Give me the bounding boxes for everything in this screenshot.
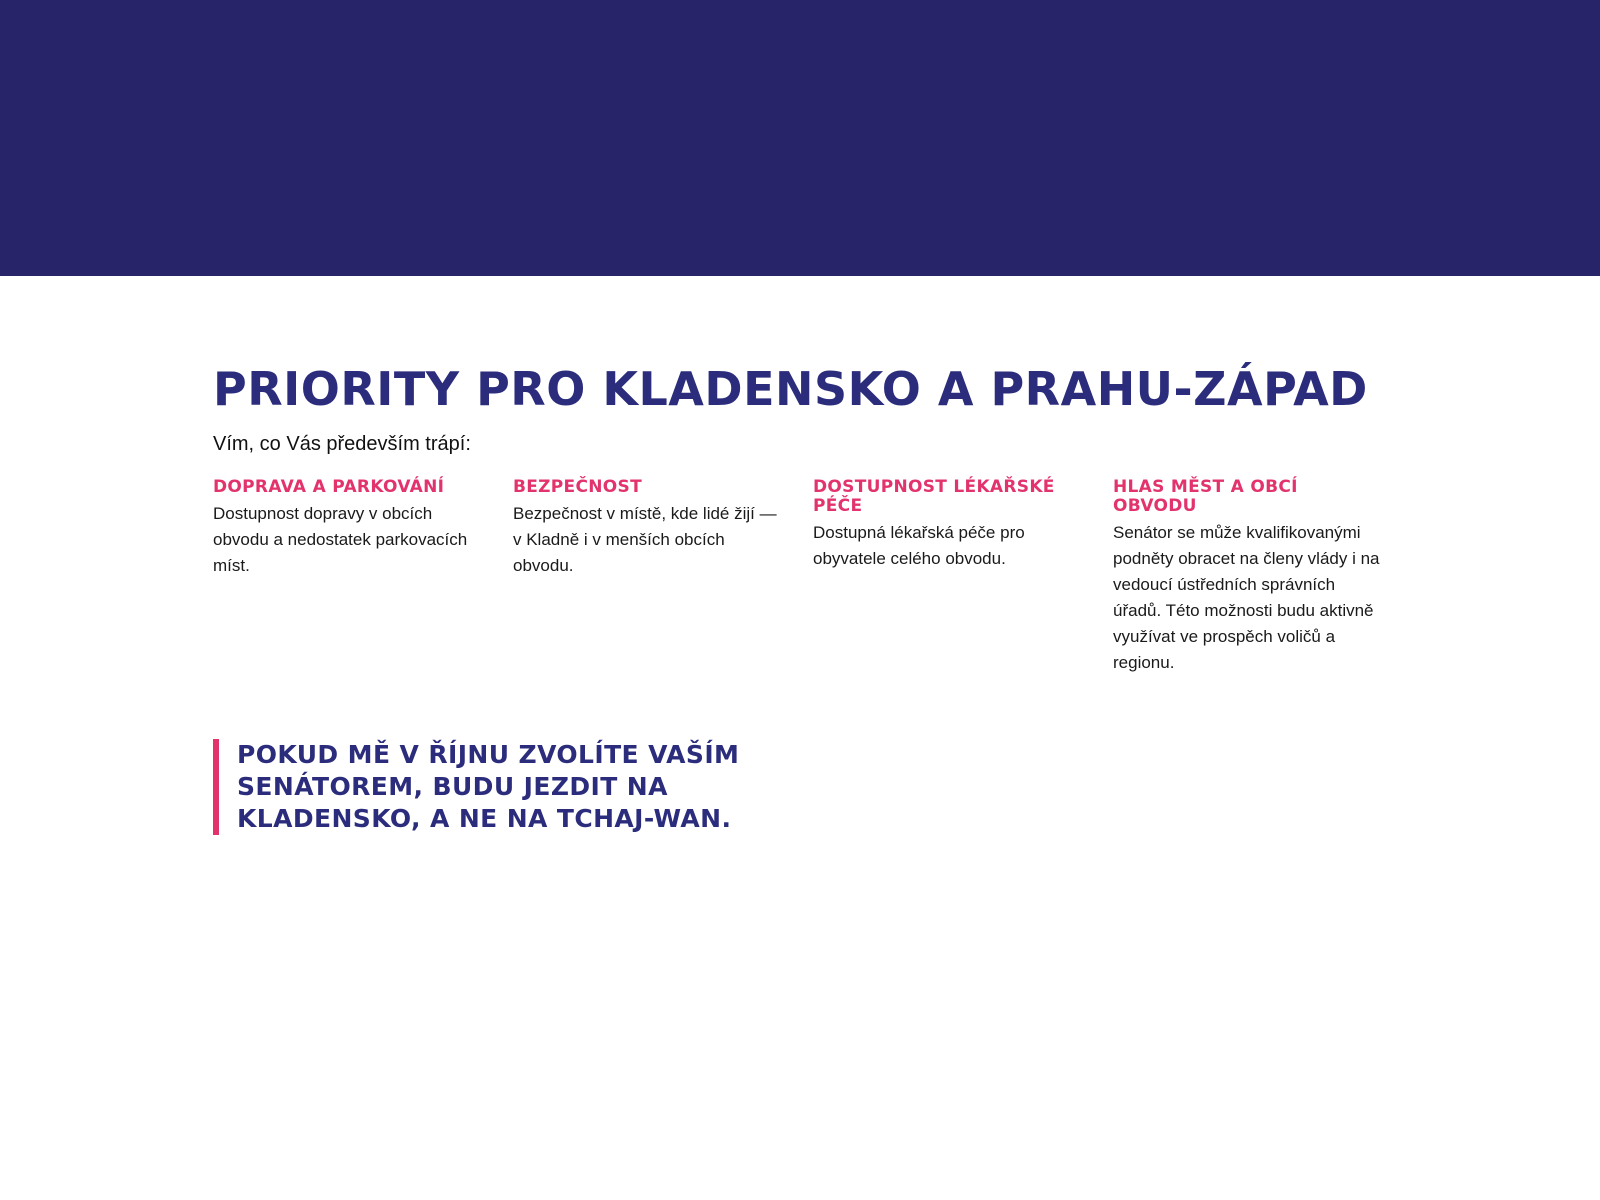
priority-title: BEZPEČNOST [513, 477, 642, 497]
campaign-quote: POKUD MĚ V ŘÍJNU ZVOLÍTE VAŠÍM SENÁTOREM, BUDU JEZDIT NA KLADENSKO, A NE NA TCHAJ-WAN. [213, 739, 797, 835]
hero-band [0, 0, 1600, 276]
priority-text: Dostupnost dopravy v obcích obvodu a nedostatek parkovacích míst. [213, 504, 468, 575]
priority-text: Dostupná lékařská péče pro obyvatele celého obvodu. [813, 523, 1025, 568]
priority-title: DOPRAVA A PARKOVÁNÍ [213, 477, 445, 497]
priority-text: Senátor se může kvalifikovanými podněty obracet na členy vlády i na vedoucí ústředních správních úřadů. Této možnosti budu aktivně využívat ve prospěch voličů a regionu. [1113, 523, 1380, 672]
priority-item-transport [213, 478, 484, 676]
priority-item-municipal-voice [1113, 478, 1384, 676]
priority-list [213, 478, 1413, 676]
priority-text: Bezpečnost v místě, kde lidé žijí — v Kladně i v menších obcích obvodu. [513, 504, 777, 575]
page-title: PRIORITY PRO KLADENSKO A PRAHU-ZÁPAD [213, 362, 1368, 416]
priority-title: HLAS MĚST A OBCÍ OBVODU [1113, 477, 1298, 516]
priority-item-healthcare [813, 478, 1084, 676]
priority-title: DOSTUPNOST LÉKAŘSKÉ PÉČE [813, 477, 1055, 516]
intro-text: Vím, co Vás především trápí: [213, 433, 471, 455]
priorities-section [213, 360, 1413, 676]
priority-item-security [513, 478, 784, 676]
